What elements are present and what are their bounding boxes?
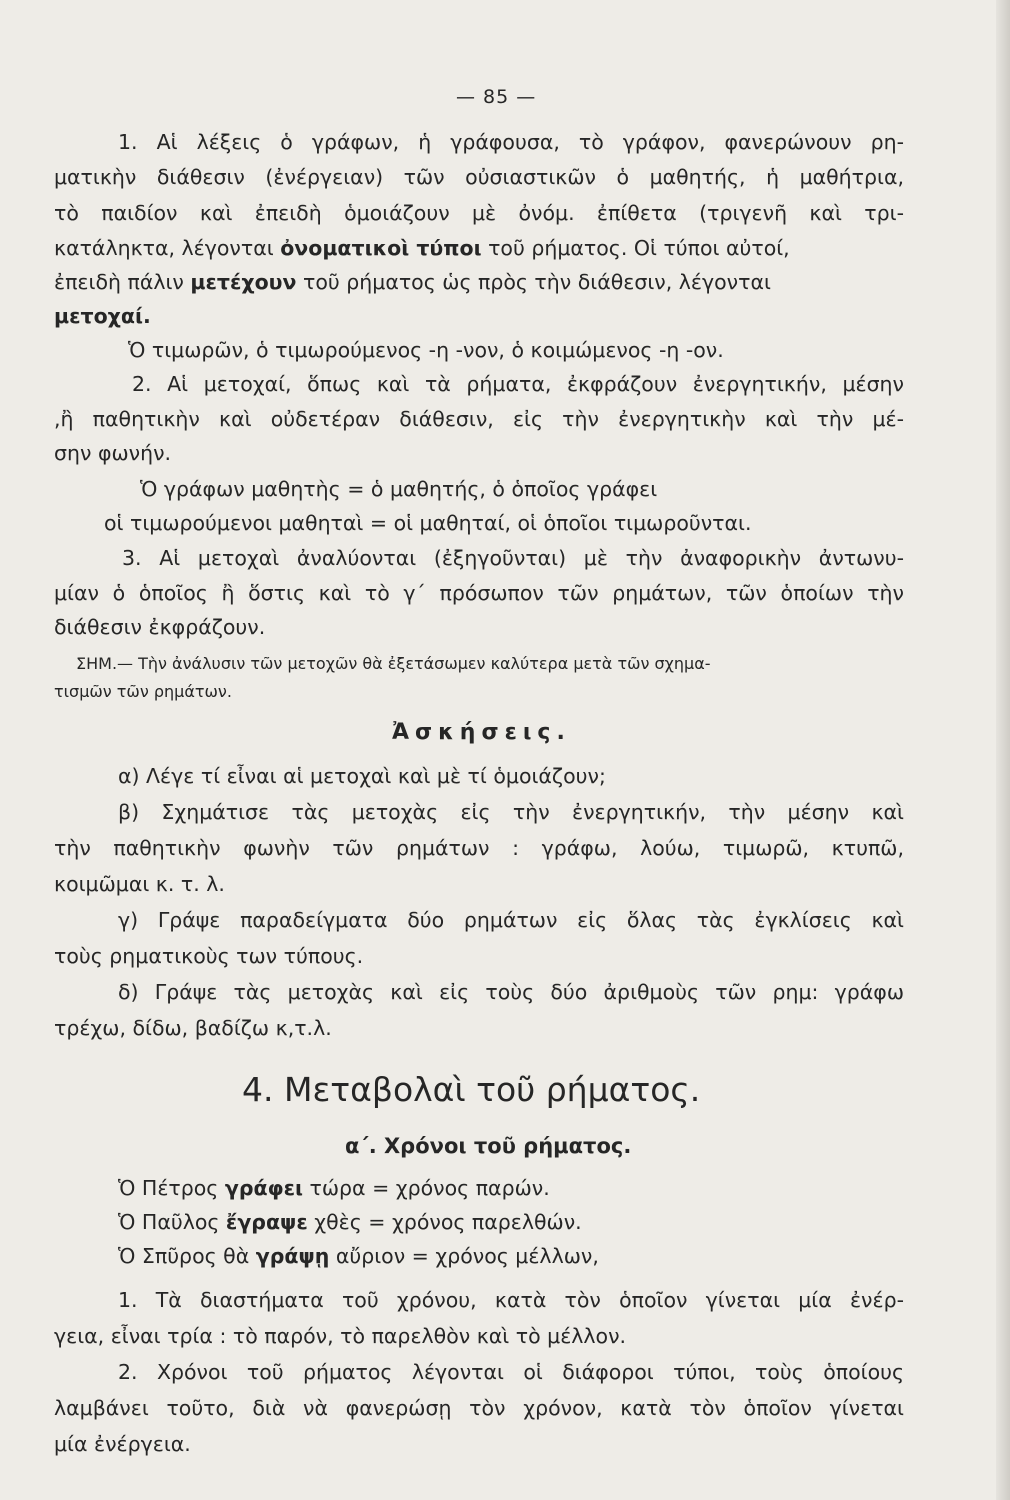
section1-line-4: [54, 238, 790, 259]
section1-line-5: [54, 272, 771, 293]
text: Ὁ Πέτρος: [118, 1176, 225, 1200]
tense-present: [118, 1178, 550, 1199]
exercises-heading: Ἀσκήσεις.: [392, 720, 571, 745]
text: Ὁ Παῦλος: [118, 1210, 226, 1234]
text: τώρα = χρόνος παρών.: [303, 1176, 550, 1200]
section2-line-2: ,ἢ παθητικὴν καὶ οὐδετέραν διάθεσιν, εἰς τὴν ἐνεργητικὴν καὶ τὴν μέ-: [54, 407, 904, 431]
text: τοῦ ρήματος ὡς πρὸς τὴν διάθεσιν, λέγονται: [296, 270, 771, 294]
section3-line-3: διάθεσιν ἐκφράζουν.: [54, 615, 266, 639]
section3-line-2: μίαν ὁ ὁποῖος ἢ ὅστις καὶ τὸ γ΄ πρόσωπον τῶν ρημάτων, τῶν ὁποίων τὴν: [54, 581, 904, 605]
page-edge-shadow: [996, 0, 1010, 1500]
chapter-title: 4. Μεταβολαὶ τοῦ ρήματος.: [242, 1070, 701, 1109]
text: χθὲς = χρόνος παρελθών.: [307, 1210, 582, 1234]
verb-future: γράψῃ: [255, 1244, 330, 1268]
exercise-c-line-1: γ) Γράψε παραδείγματα δύο ρημάτων εἰς ὅλας τὰς ἐγκλίσεις καὶ: [118, 908, 904, 932]
tense-future: [118, 1246, 599, 1267]
chapter-subtitle: α΄. Χρόνοι τοῦ ρήματος.: [345, 1134, 632, 1158]
verb-past: ἔγραψε: [225, 1210, 308, 1234]
closing-line-2: γεια, εἶναι τρία : τὸ παρόν, τὸ παρελθὸν καὶ τὸ μέλλον.: [54, 1324, 627, 1348]
text: κατάληκτα, λέγονται: [54, 236, 281, 260]
section1-line-2: ματικὴν διάθεσιν (ἐνέργειαν) τῶν οὐσιαστικῶν ὁ μαθητής, ἡ μαθήτρια,: [54, 165, 904, 189]
note-line-1: ΣΗΜ.— Τὴν ἀνάλυσιν τῶν μετοχῶν θὰ ἐξετάσωμεν καλύτερα μετὰ τῶν σχημα-: [76, 654, 711, 673]
text: τοῦ ρήματος. Οἱ τύποι αὐτοί,: [481, 236, 790, 260]
closing-line-3: 2. Χρόνοι τοῦ ρήματος λέγονται οἱ διάφοροι τύποι, τοὺς ὁποίους: [118, 1360, 904, 1384]
tense-past: [118, 1212, 582, 1233]
term-metochai: μετοχαί.: [54, 304, 151, 328]
term-onomatikoi-typoi: ὀνοματικοὶ τύποι: [280, 236, 482, 260]
section2-example-1: Ὁ γράφων μαθητὴς = ὁ μαθητής, ὁ ὁποῖος γράφει: [140, 477, 658, 501]
verb-present: γράφει: [224, 1176, 304, 1200]
text: Ὁ Σπῦρος θὰ: [118, 1244, 256, 1268]
closing-line-4: λαμβάνει τοῦτο, διὰ νὰ φανερώσῃ τὸν χρόνον, κατὰ τὸν ὁποῖον γίνεται: [54, 1396, 904, 1420]
note-line-2: τισμῶν τῶν ρημάτων.: [54, 682, 232, 701]
exercise-c-line-2: τοὺς ρηματικοὺς των τύπους.: [54, 944, 364, 968]
section2-example-2: οἱ τιμωρούμενοι μαθηταὶ = οἱ μαθηταί, οἱ ὁποῖοι τιμωροῦνται.: [104, 511, 752, 535]
exercise-b-line-2: τὴν παθητικὴν φωνὴν τῶν ρημάτων : γράφω, λούω, τιμωρῶ, κτυπῶ,: [54, 836, 904, 860]
closing-line-5: μία ἐνέργεια.: [54, 1432, 191, 1456]
exercise-d-line-1: δ) Γράψε τὰς μετοχὰς καὶ εἰς τοὺς δύο ἀριθμοὺς τῶν ρημ: γράφω: [118, 980, 904, 1004]
section1-line-1: 1. Αἱ λέξεις ὁ γράφων, ἡ γράφουσα, τὸ γράφον, φανερώνουν ρη-: [118, 130, 904, 154]
section2-line-1: 2. Αἱ μετοχαί, ὅπως καὶ τὰ ρήματα, ἐκφράζουν ἐνεργητικήν, μέσην: [132, 372, 904, 396]
term-metechoun: μετέχουν: [190, 270, 297, 294]
closing-line-1: 1. Τὰ διαστήματα τοῦ χρόνου, κατὰ τὸν ὁποῖον γίνεται μία ἐνέρ-: [118, 1288, 904, 1312]
exercise-d-line-2: τρέχω, δίδω, βαδίζω κ,τ.λ.: [54, 1016, 332, 1040]
section2-line-3: σην φωνήν.: [54, 441, 172, 465]
page-number: — 85 —: [456, 86, 537, 108]
text: αὔριον = χρόνος μέλλων,: [329, 1244, 599, 1268]
exercise-b-line-1: β) Σχημάτισε τὰς μετοχὰς εἰς τὴν ἐνεργητικήν, τὴν μέσην καὶ: [118, 800, 904, 824]
section3-line-1: 3. Αἱ μετοχαὶ ἀναλύονται (ἐξηγοῦνται) μὲ τὴν ἀναφορικὴν ἀντωνυ-: [122, 546, 904, 570]
section1-line-3: τὸ παιδίον καὶ ἐπειδὴ ὁμοιάζουν μὲ ὀνόμ. ἐπίθετα (τριγενῆ καὶ τρι-: [54, 201, 904, 225]
section1-example: Ὁ τιμωρῶν, ὁ τιμωρούμενος -η -νον, ὁ κοιμώμενος -η -ον.: [128, 338, 724, 362]
text: ἐπειδὴ πάλιν: [54, 270, 191, 294]
exercise-b-line-3: κοιμῶμαι κ. τ. λ.: [54, 872, 225, 896]
exercise-a: α) Λέγε τί εἶναι αἱ μετοχαὶ καὶ μὲ τί ὁμοιάζουν;: [118, 764, 606, 788]
